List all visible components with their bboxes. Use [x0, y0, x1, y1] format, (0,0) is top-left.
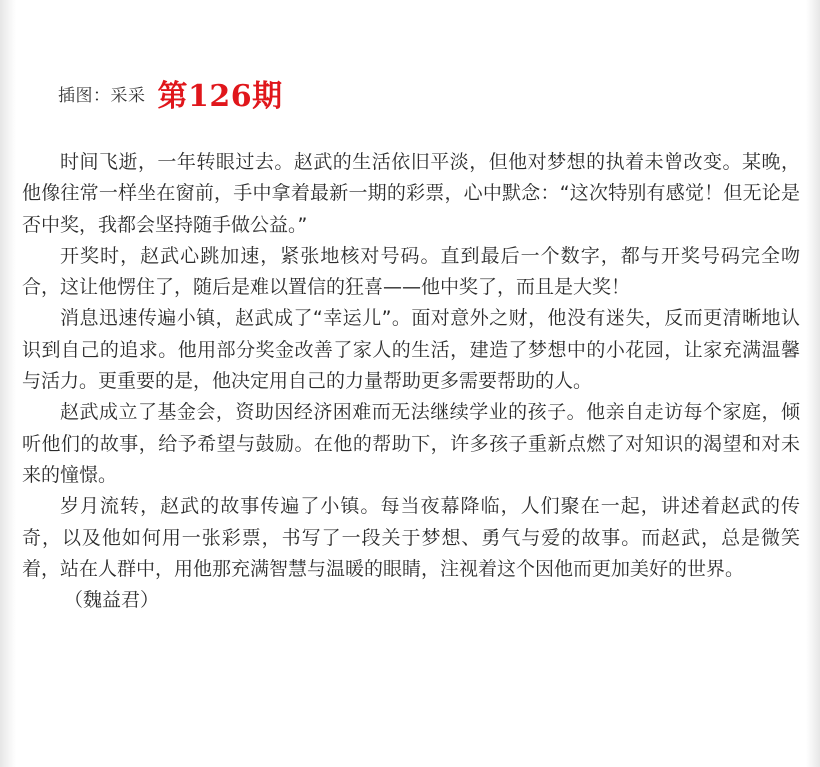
- paragraph-2: 开奖时，赵武心跳加速，紧张地核对号码。直到最后一个数字，都与开奖号码完全吻合，这让他愣住了，随后是难以置信的狂喜——他中奖了，而且是大奖！: [22, 244, 800, 299]
- author-signature: （魏益君）: [64, 589, 160, 612]
- issue-number: 第126期: [157, 79, 283, 114]
- paragraph-3: 消息迅速传遍小镇，赵武成了“幸运儿”。面对意外之财，他没有迷失，反而更清晰地认识到自己的追求。他用部分奖金改善了家人的生活，建造了梦想中的小花园，让家充满温馨与活力。更重要的是，他决定用自己的力量帮助更多需要帮助的人。: [22, 307, 800, 393]
- page-edge-left: [0, 0, 16, 767]
- article-header: [58, 70, 283, 116]
- paragraph-1: 时间飞逝，一年转眼过去。赵武的生活依旧平淡，但他对梦想的执着未曾改变。某晚，他像往常一样坐在窗前，手中拿着最新一期的彩票，心中默念：“这次特别有感觉！但无论是否中奖，我都会坚持随手做公益。”: [22, 151, 800, 236]
- article-body: [22, 147, 800, 616]
- page-edge-right: [806, 0, 820, 767]
- paragraph-4: 赵武成立了基金会，资助因经济困难而无法继续学业的孩子。他亲自走访每个家庭，倾听他们的故事，给予希望与鼓励。在他的帮助下，许多孩子重新点燃了对知识的渴望和对未来的憧憬。: [22, 401, 800, 486]
- paragraph-5: 岁月流转，赵武的故事传遍了小镇。每当夜幕降临，人们聚在一起，讲述着赵武的传奇，以及他如何用一张彩票，书写了一段关于梦想、勇气与爱的故事。而赵武，总是微笑着，站在人群中，用他那充满智慧与温暖的眼睛，注视着这个因他而更加美好的世界。: [22, 495, 800, 580]
- illustration-credit: 插图：采采: [58, 85, 146, 106]
